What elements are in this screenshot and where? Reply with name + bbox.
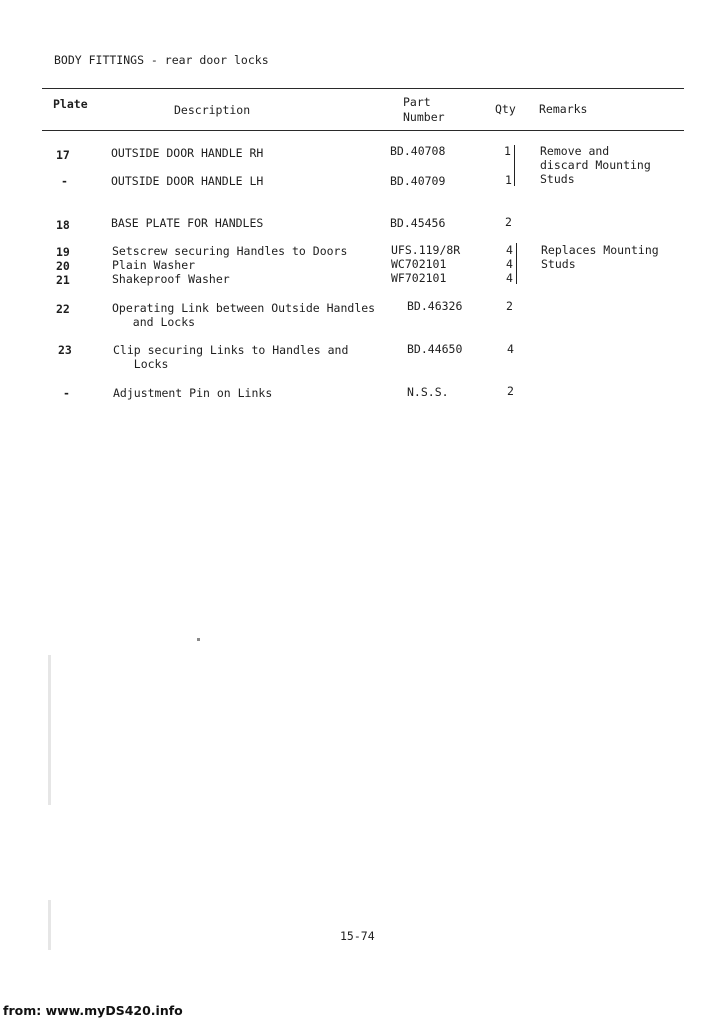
header-qty: Qty xyxy=(495,102,516,116)
row-19-part-number: UFS.119/8R xyxy=(391,243,461,257)
row-17-remarks-3: Studs xyxy=(540,172,575,186)
qty-bracket-19 xyxy=(516,243,517,284)
row-21-part-number: WF702101 xyxy=(391,271,447,285)
row-17-qty: 1 xyxy=(504,144,511,158)
row-pin-qty: 2 xyxy=(507,384,514,398)
row-pin-plate: - xyxy=(63,386,70,400)
scan-edge-mark xyxy=(48,900,51,950)
row-17-plate: 17 xyxy=(56,148,70,162)
row-22-plate: 22 xyxy=(56,302,70,316)
header-bottom-rule xyxy=(42,130,684,131)
row-20-plate: 20 xyxy=(56,259,70,273)
page-title: BODY FITTINGS - rear door locks xyxy=(54,53,269,67)
scan-speck xyxy=(197,638,200,641)
row-21-description: Shakeproof Washer xyxy=(112,272,230,286)
row-17-description: OUTSIDE DOOR HANDLE RH xyxy=(111,146,264,160)
source-footer: from: www.myDS420.info xyxy=(3,1003,183,1018)
row-20-description: Plain Washer xyxy=(112,258,196,272)
row-17-part-number: BD.40708 xyxy=(390,144,446,158)
row-22-qty: 2 xyxy=(506,299,513,313)
row-19-remarks-1: Replaces Mounting xyxy=(541,243,659,257)
row-18-description: BASE PLATE FOR HANDLES xyxy=(111,216,264,230)
row-18-qty: 2 xyxy=(505,215,512,229)
header-remarks: Remarks xyxy=(539,102,588,116)
row-20-part-number: WC702101 xyxy=(391,257,447,271)
header-top-rule xyxy=(42,88,684,89)
row-17-remarks-1: Remove and xyxy=(540,144,610,158)
row-20-qty: 4 xyxy=(506,257,513,271)
header-plate: Plate xyxy=(53,97,88,111)
row-21-qty: 4 xyxy=(506,271,513,285)
header-part-line1: Part xyxy=(403,95,431,109)
row-18-part-number: BD.45456 xyxy=(390,216,446,230)
scan-edge-mark xyxy=(48,655,51,805)
page-number: 15-74 xyxy=(340,929,375,943)
row-pin-description: Adjustment Pin on Links xyxy=(113,386,273,400)
row-19-remarks-2: Studs xyxy=(541,257,576,271)
row-lh-qty: 1 xyxy=(505,173,512,187)
row-19-plate: 19 xyxy=(56,245,70,259)
row-23-qty: 4 xyxy=(507,342,514,356)
row-22-description-2: and Locks xyxy=(112,315,196,329)
row-lh-plate: - xyxy=(61,174,68,188)
header-part-line2: Number xyxy=(403,110,445,124)
row-19-description: Setscrew securing Handles to Doors xyxy=(112,244,348,258)
header-description: Description xyxy=(174,103,251,117)
row-21-plate: 21 xyxy=(56,273,70,287)
row-23-part-number: BD.44650 xyxy=(407,342,463,356)
row-23-description-1: Clip securing Links to Handles and xyxy=(113,343,349,357)
qty-bracket-17 xyxy=(514,145,515,186)
row-19-qty: 4 xyxy=(506,243,513,257)
row-18-plate: 18 xyxy=(56,218,70,232)
row-23-description-2: Locks xyxy=(113,357,169,371)
row-22-description-1: Operating Link between Outside Handles xyxy=(112,301,376,315)
row-lh-description: OUTSIDE DOOR HANDLE LH xyxy=(111,174,264,188)
row-17-remarks-2: discard Mounting xyxy=(540,158,651,172)
row-lh-part-number: BD.40709 xyxy=(390,174,446,188)
row-23-plate: 23 xyxy=(58,343,72,357)
row-pin-part-number: N.S.S. xyxy=(407,385,449,399)
row-22-part-number: BD.46326 xyxy=(407,299,463,313)
